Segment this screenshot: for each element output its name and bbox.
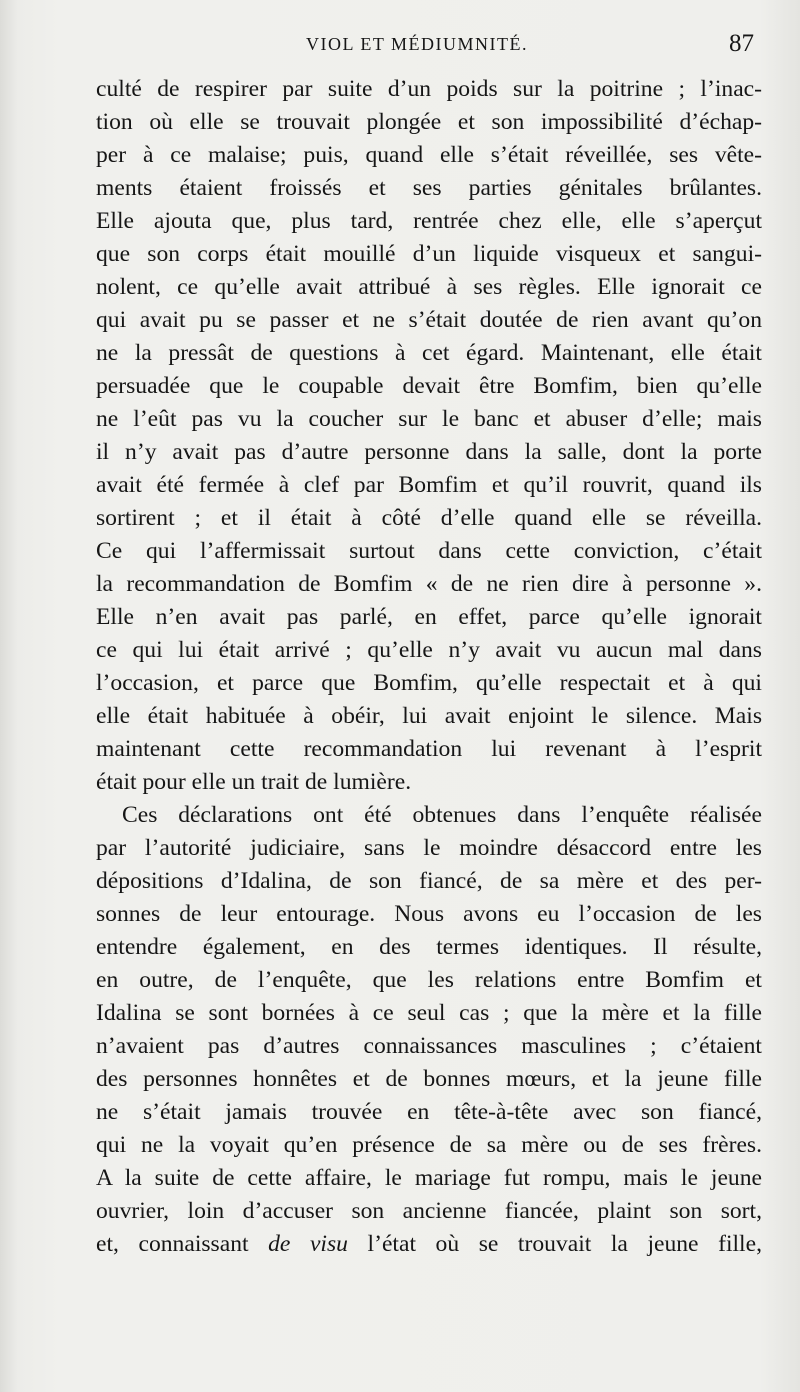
paragraph-last-line: était pour elle un trait de lumière. — [96, 769, 412, 795]
text-line: par l’autorité judiciaire, sans le moindre désaccord entre les — [96, 835, 762, 861]
text-line: dépositions d’Idalina, de son fiancé, de sa mère et des per- — [96, 868, 762, 894]
text-line: ouvrier, loin d’accuser son ancienne fiancée, plaint son sort, — [96, 1198, 762, 1224]
text-line: il n’y avait pas d’autre personne dans la salle, dont la porte — [96, 439, 762, 465]
text-line: sortirent ; et il était à côté d’elle quand elle se réveilla. — [96, 505, 762, 531]
text-line: entendre également, en des termes identiques. Il résulte, — [96, 934, 762, 960]
text-line: elle était habituée à obéir, lui avait enjoint le silence. Mais — [96, 703, 762, 729]
running-head: VIOL ET MÉDIUMNITÉ. — [306, 34, 528, 54]
text-line-with-italic — [96, 1228, 762, 1261]
text-segment: l’état où se trouvait la jeune fille, — [347, 1231, 762, 1257]
text-line: Idalina se sont bornées à ce seul cas ; que la mère et la fille — [96, 1000, 762, 1026]
paragraph-first-line: Ces déclarations ont été obtenues dans l’enquête réalisée — [122, 802, 762, 828]
text-line: tion où elle se trouvait plongée et son impossibilité d’échap- — [96, 109, 762, 135]
text-line: culté de respirer par suite d’un poids sur la poitrine ; l’inac- — [96, 76, 762, 102]
text-line: des personnes honnêtes et de bonnes mœurs, et la jeune fille — [96, 1066, 762, 1092]
text-line: maintenant cette recommandation lui revenant à l’esprit — [96, 736, 762, 762]
text-line: persuadée que le coupable devait être Bomfim, bien qu’elle — [96, 373, 762, 399]
text-segment: et, connaissant — [96, 1231, 269, 1257]
text-line: per à ce malaise; puis, quand elle s’était réveillée, ses vête- — [96, 142, 762, 168]
text-line: la recommandation de Bomfim « de ne rien dire à personne ». — [96, 571, 762, 597]
text-line: A la suite de cette affaire, le mariage fut rompu, mais le jeune — [96, 1165, 762, 1191]
text-line: l’occasion, et parce que Bomfim, qu’elle respectait et à qui — [96, 670, 762, 696]
text-line: qui ne la voyait qu’en présence de sa mère ou de ses frères. — [96, 1132, 762, 1158]
text-line: ne l’eût pas vu la coucher sur le banc et abuser d’elle; mais — [96, 406, 762, 432]
text-line: nolent, ce qu’elle avait attribué à ses règles. Elle ignorait ce — [96, 274, 762, 300]
text-line: ments étaient froissés et ses parties génitales brûlantes. — [96, 175, 762, 201]
text-line: qui avait pu se passer et ne s’était doutée de rien avant qu’on — [96, 307, 762, 333]
text-line: Elle n’en avait pas parlé, en effet, parce qu’elle ignorait — [96, 604, 762, 630]
italic-phrase: de visu — [268, 1231, 348, 1257]
text-line: Elle ajouta que, plus tard, rentrée chez elle, elle s’aperçut — [96, 208, 762, 234]
text-line: ce qui lui était arrivé ; qu’elle n’y avait vu aucun mal dans — [96, 637, 762, 663]
page-header — [0, 30, 800, 64]
text-line: sonnes de leur entourage. Nous avons eu l’occasion de les — [96, 901, 762, 927]
text-line: avait été fermée à clef par Bomfim et qu’il rouvrit, quand ils — [96, 472, 762, 498]
text-line: n’avaient pas d’autres connaissances masculines ; c’étaient — [96, 1033, 762, 1059]
text-line: ne la pressât de questions à cet égard. Maintenant, elle était — [96, 340, 762, 366]
text-line: ne s’était jamais trouvée en tête-à-tête avec son fiancé, — [96, 1099, 762, 1125]
text-line: que son corps était mouillé d’un liquide visqueux et sangui- — [96, 241, 762, 267]
page-number: 87 — [729, 30, 754, 57]
text-line: en outre, de l’enquête, que les relations entre Bomfim et — [96, 967, 762, 993]
text-line: Ce qui l’affermissait surtout dans cette conviction, c’était — [96, 538, 762, 564]
body-text — [96, 73, 762, 1261]
